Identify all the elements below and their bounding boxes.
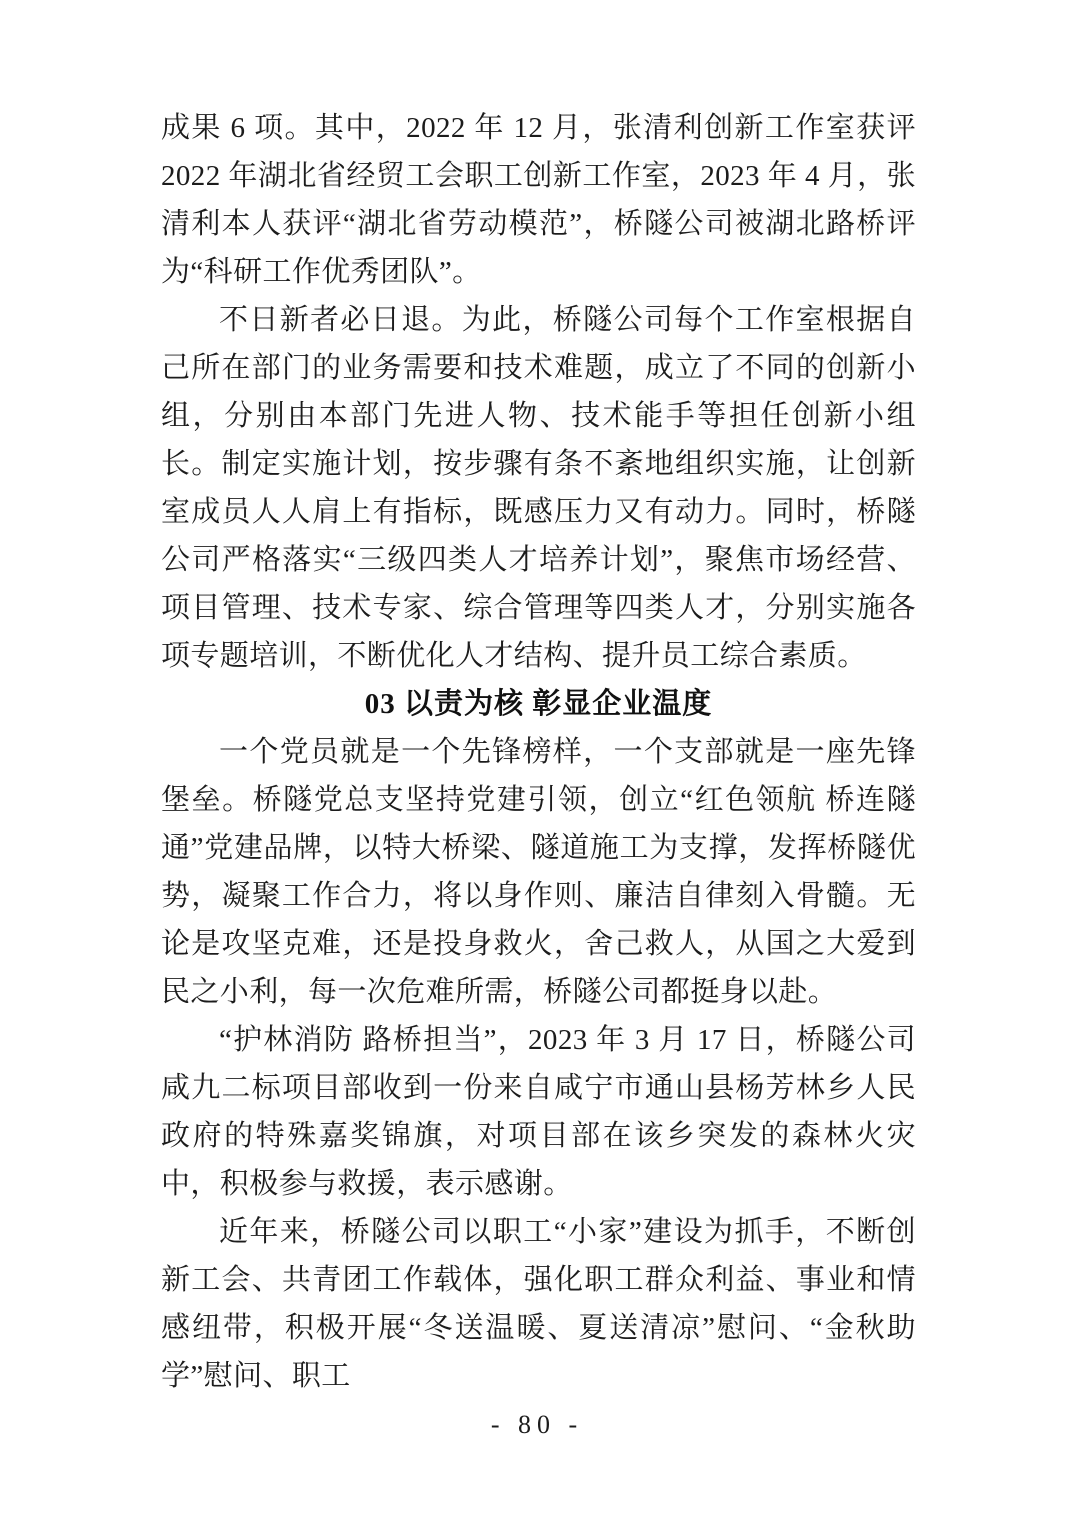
paragraph-party-building: 一个党员就是一个先锋榜样，一个支部就是一座先锋堡垒。桥隧党总支坚持党建引领，创立“红色领航 桥连隧通”党建品牌，以特大桥梁、隧道施工为支撑，发挥桥隧优势，凝聚工作合力，将以身作则、廉洁自律刻入骨髓。无论是攻坚克难，还是投身救火，舍己救人，从国之大爱到民之小利，每一次危难所需，桥隧公司都挺身以赴。 bbox=[161, 736, 916, 1008]
paragraph-employee-care: 近年来，桥隧公司以职工“小家”建设为抓手，不断创新工会、共青团工作载体，强化职工群众利益、事业和情感纽带，积极开展“冬送温暖、夏送清凉”慰问、“金秋助学”慰问、职工 bbox=[161, 1216, 916, 1392]
paragraph-continuation: 成果 6 项。其中，2022 年 12 月，张清利创新工作室获评 2022 年湖北省经贸工会职工创新工作室，2023 年 4 月，张清利本人获评“湖北省劳动模范”，桥隧公司被湖北路桥评为“科研工作优秀团队”。 bbox=[161, 112, 916, 288]
paragraph-innovation-groups: 不日新者必日退。为此，桥隧公司每个工作室根据自己所在部门的业务需要和技术难题，成立了不同的创新小组，分别由本部门先进人物、技术能手等担任创新小组长。制定实施计划，按步骤有条不紊地组织实施，让创新室成员人人肩上有指标，既感压力又有动力。同时，桥隧公司严格落实“三级四类人才培养计划”，聚焦市场经营、项目管理、技术专家、综合管理等四类人才，分别实施各项专题培训，不断优化人才结构、提升员工综合素质。 bbox=[161, 304, 916, 672]
page-number: - 80 - bbox=[490, 1410, 584, 1439]
paragraph-forest-fire-rescue: “护林消防 路桥担当”，2023 年 3 月 17 日，桥隧公司咸九二标项目部收到一份来自咸宁市通山县杨芳林乡人民政府的特殊嘉奖锦旗，对项目部在该乡突发的森林火灾中，积极参与救援，表示感谢。 bbox=[161, 1024, 916, 1200]
page-body bbox=[161, 104, 916, 1400]
section-heading-03: 03 以责为核 彰显企业温度 bbox=[364, 688, 713, 720]
